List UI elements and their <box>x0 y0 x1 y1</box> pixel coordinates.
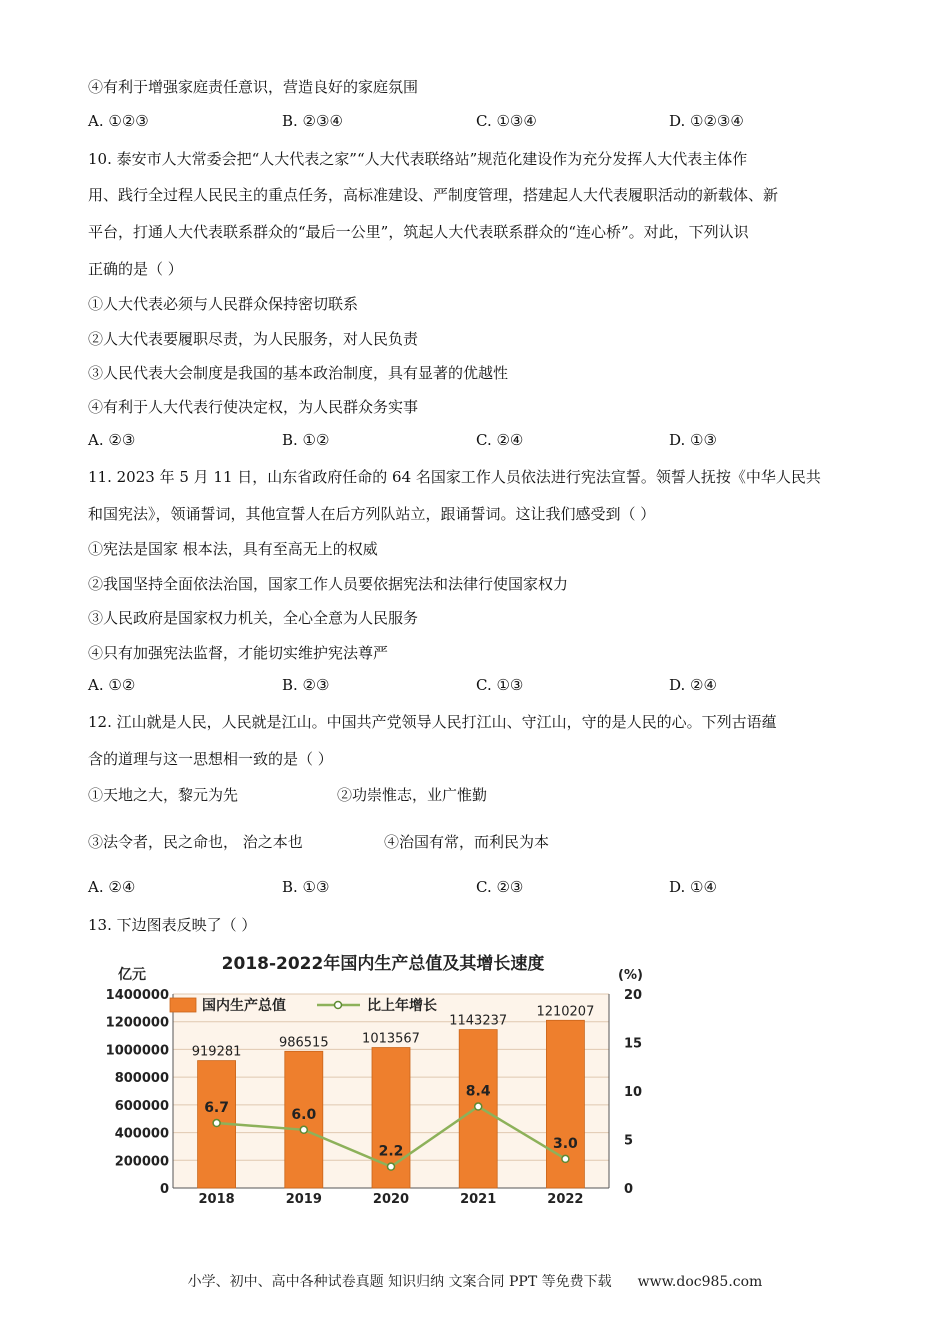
x-tick-label: 2020 <box>372 1192 410 1207</box>
growth-point <box>562 1155 569 1162</box>
q9-option-c: C. ①③④ <box>476 112 537 130</box>
right-axis-unit: (%) <box>618 968 643 983</box>
q10-option-a: A. ②③ <box>88 431 136 449</box>
growth-point <box>213 1120 220 1127</box>
left-tick-label: 0 <box>159 1182 169 1197</box>
q11-item-2: ②我国坚持全面依法治国，国家工作人员要依据宪法和法律行使国家权力 <box>88 575 569 593</box>
chart-title: 2018-2022年国内生产总值及其增长速度 <box>221 954 545 974</box>
left-tick-label: 600000 <box>114 1098 169 1114</box>
growth-value-label: 8.4 <box>465 1083 491 1100</box>
left-tick-label: 1200000 <box>105 1015 169 1031</box>
q11-option-a: A. ①② <box>88 676 136 694</box>
q10-stem-line-1: 10. 泰安市人大常委会把“人大代表之家”“人大代表联络站”规范化建设作为充分发挥人大代表主体作 <box>88 150 748 168</box>
q12-option-c: C. ②③ <box>476 878 524 896</box>
q12-item-2: ②功崇惟志，业广惟勤 <box>337 786 488 804</box>
left-tick-label: 1000000 <box>105 1043 169 1059</box>
legend-swatch-gdp <box>170 998 196 1012</box>
q11-option-b: B. ②③ <box>282 676 330 694</box>
q10-item-1: ①人大代表必须与人民群众保持密切联系 <box>88 295 359 313</box>
bar-value-label: 1210207 <box>536 1004 595 1020</box>
bar-value-label: 1143237 <box>449 1013 508 1029</box>
x-tick-label: 2018 <box>198 1192 235 1207</box>
legend-label-gdp: 国内生产总值 <box>202 998 286 1014</box>
growth-value-label: 3.0 <box>552 1135 578 1152</box>
right-tick-label: 20 <box>624 988 643 1003</box>
growth-value-label: 6.0 <box>291 1106 317 1123</box>
q12-option-a: A. ②④ <box>88 878 136 896</box>
q10-item-2: ②人大代表要履职尽责，为人民服务，对人民负责 <box>88 330 419 348</box>
left-tick-label: 1400000 <box>105 988 169 1003</box>
right-tick-label: 10 <box>624 1085 643 1100</box>
q11-stem-line-1: 11. 2023 年 5 月 11 日，山东省政府任命的 64 名国家工作人员依法进行宪法宣誓。领誓人抚按《中华人民共 <box>88 468 821 486</box>
q10-stem-line-4: 正确的是（ ） <box>88 260 183 278</box>
page-footer <box>0 1271 950 1291</box>
left-tick-label: 400000 <box>114 1126 169 1142</box>
q12-option-b: B. ①③ <box>282 878 330 896</box>
growth-point <box>388 1163 395 1170</box>
x-tick-label: 2021 <box>460 1192 497 1207</box>
q11-option-c: C. ①③ <box>476 676 524 694</box>
bar-value-label: 986515 <box>278 1035 329 1051</box>
q11-stem-line-2: 和国宪法》，领诵誓词，其他宣誓人在后方列队站立，跟诵誓词。这让我们感受到（ ） <box>88 505 656 523</box>
left-tick-label: 800000 <box>114 1071 169 1087</box>
q10-item-4: ④有利于人大代表行使决定权，为人民群众务实事 <box>88 398 419 416</box>
q12-item-1: ①天地之大，黎元为先 <box>88 786 239 804</box>
q12-stem-line-2: 含的道理与这一思想相一致的是（ ） <box>88 750 333 768</box>
growth-point <box>300 1126 307 1133</box>
x-tick-label: 2019 <box>285 1192 322 1207</box>
q12-item-4: ④治国有常，而利民为本 <box>384 833 550 851</box>
legend-label-growth: 比上年增长 <box>367 998 437 1014</box>
footer-url: www.doc985.com <box>637 1274 763 1290</box>
bar-value-label: 1013567 <box>362 1031 420 1047</box>
q10-stem-line-2: 用、践行全过程人民民主的重点任务，高标准建设、严制度管理，搭建起人大代表履职活动的新载体、新 <box>88 186 779 204</box>
q9-option-d: D. ①②③④ <box>669 112 744 130</box>
q12-option-d: D. ①④ <box>669 878 717 896</box>
q11-option-d: D. ②④ <box>669 676 717 694</box>
q10-stem-line-3: 平台，打通人大代表联系群众的“最后一公里”，筑起人大代表联系群众的“连心桥”。对此，下列认识 <box>88 223 749 241</box>
q11-item-4: ④只有加强宪法监督，才能切实维护宪法尊严 <box>88 644 389 662</box>
q11-item-1: ①宪法是国家 根本法，具有至高无上的权威 <box>88 540 378 558</box>
left-axis-unit: 亿元 <box>118 967 146 983</box>
right-tick-label: 15 <box>624 1036 643 1052</box>
q10-item-3: ③人民代表大会制度是我国的基本政治制度，具有显著的优越性 <box>88 364 509 382</box>
growth-value-label: 2.2 <box>378 1143 404 1160</box>
q13-stem: 13. 下边图表反映了（ ） <box>88 916 257 934</box>
x-tick-label: 2022 <box>547 1192 584 1207</box>
q9-option-a: A. ①②③ <box>88 112 149 130</box>
legend-marker-growth <box>335 1002 342 1009</box>
gdp-chart <box>80 942 680 1214</box>
q9-item-4: ④有利于增强家庭责任意识，营造良好的家庭氛围 <box>88 78 419 96</box>
q10-option-d: D. ①③ <box>669 431 717 449</box>
growth-value-label: 6.7 <box>204 1100 230 1117</box>
growth-point <box>475 1103 482 1110</box>
right-tick-label: 0 <box>624 1182 634 1197</box>
q9-option-b: B. ②③④ <box>282 112 343 130</box>
q12-stem-line-1: 12. 江山就是人民，人民就是江山。中国共产党领导人民打江山、守江山，守的是人民的心。下列古语蕴 <box>88 713 777 731</box>
right-tick-label: 5 <box>624 1133 634 1149</box>
footer-text: 小学、初中、高中各种试卷真题 知识归纳 文案合同 PPT 等免费下载 <box>187 1274 612 1290</box>
q10-option-b: B. ①② <box>282 431 330 449</box>
bar-value-label: 919281 <box>191 1044 242 1060</box>
q12-item-3: ③法令者，民之命也， 治之本也 <box>88 833 303 851</box>
q10-option-c: C. ②④ <box>476 431 524 449</box>
left-tick-label: 200000 <box>114 1154 169 1170</box>
q11-item-3: ③人民政府是国家权力机关，全心全意为人民服务 <box>88 609 419 627</box>
